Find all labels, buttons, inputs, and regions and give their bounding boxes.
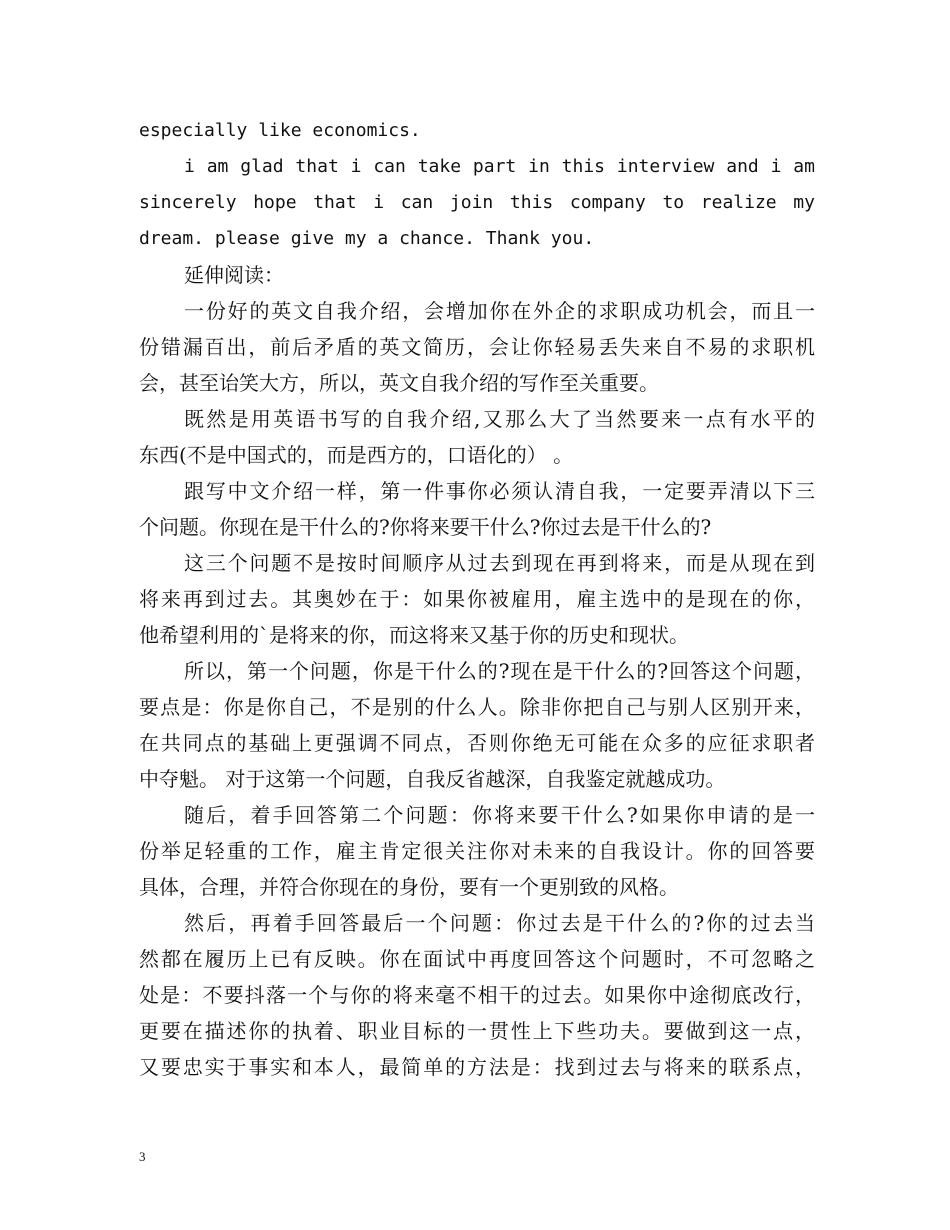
text-line-10: 东西(不是中国式的，而是西方的，口语化的） 。 xyxy=(139,443,574,467)
text-line-1: especially like economics. xyxy=(139,120,421,141)
text-line-11: 跟写中文介绍一样，第一件事你必须认清自我，一定要弄清以下三 xyxy=(184,479,815,503)
text-line-23: 然后，再着手回答最后一个问题：你过去是干什么的?你的过去当 xyxy=(184,911,815,935)
text-line-3: sincerely hope that i can join this company to realize my xyxy=(139,192,815,213)
text-line-7: 份错漏百出，前后矛盾的英文简历，会让你轻易丢失来自不易的求职机 xyxy=(139,335,815,359)
text-line-4: dream. please give my a chance. Thank you. xyxy=(139,228,595,249)
text-line-14: 将来再到过去。其奥妙在于：如果你被雇用，雇主选中的是现在的你， xyxy=(139,587,815,611)
text-line-2: i am glad that i can take part in this interview and i am xyxy=(184,156,815,177)
text-line-12: 个问题。你现在是干什么的?你将来要干什么?你过去是干什么的? xyxy=(139,515,712,539)
text-line-17: 要点是：你是你自己，不是别的什么人。除非你把自己与别人区别开来， xyxy=(139,695,815,719)
text-line-8: 会，甚至诒笑大方，所以，英文自我介绍的写作至关重要。 xyxy=(139,371,659,395)
text-line-18: 在共同点的基础上更强调不同点，否则你绝无可能在众多的应征求职者 xyxy=(139,731,815,755)
text-line-24: 然都在履历上已有反映。你在面试中再度回答这个问题时，不可忽略之 xyxy=(139,947,815,971)
text-line-19: 中夺魁。 对于这第一个问题，自我反省越深，自我鉴定就越成功。 xyxy=(139,767,726,791)
text-line-16: 所以，第一个问题，你是干什么的?现在是干什么的?回答这个问题， xyxy=(184,659,815,683)
text-line-25: 处是：不要抖落一个与你的将来毫不相干的过去。如果你中途彻底改行， xyxy=(139,983,815,1007)
text-line-9: 既然是用英语书写的自我介绍,又那么大了当然要来一点有水平的 xyxy=(184,407,815,431)
text-line-20: 随后，着手回答第二个问题：你将来要干什么?如果你申请的是一 xyxy=(184,803,815,827)
text-line-27: 又要忠实于事实和本人，最简单的方法是：找到过去与将来的联系点， xyxy=(139,1055,815,1079)
section-heading: 延伸阅读： xyxy=(184,263,284,287)
text-line-6: 一份好的英文自我介绍，会增加你在外企的求职成功机会，而且一 xyxy=(184,299,815,323)
text-line-22: 具体，合理，并符合你现在的身份，要有一个更别致的风格。 xyxy=(139,875,679,899)
text-line-26: 更要在描述你的执着、职业目标的一贯性上下些功夫。要做到这一点， xyxy=(139,1019,815,1043)
text-line-15: 他希望利用的`是将来的你，而这将来又基于你的历史和现状。 xyxy=(139,623,689,647)
text-line-21: 份举足轻重的工作，雇主肯定很关注你对未来的自我设计。你的回答要 xyxy=(139,839,815,863)
page-number: 3 xyxy=(139,1149,146,1164)
text-line-13: 这三个问题不是按时间顺序从过去到现在再到将来，而是从现在到 xyxy=(184,551,815,575)
